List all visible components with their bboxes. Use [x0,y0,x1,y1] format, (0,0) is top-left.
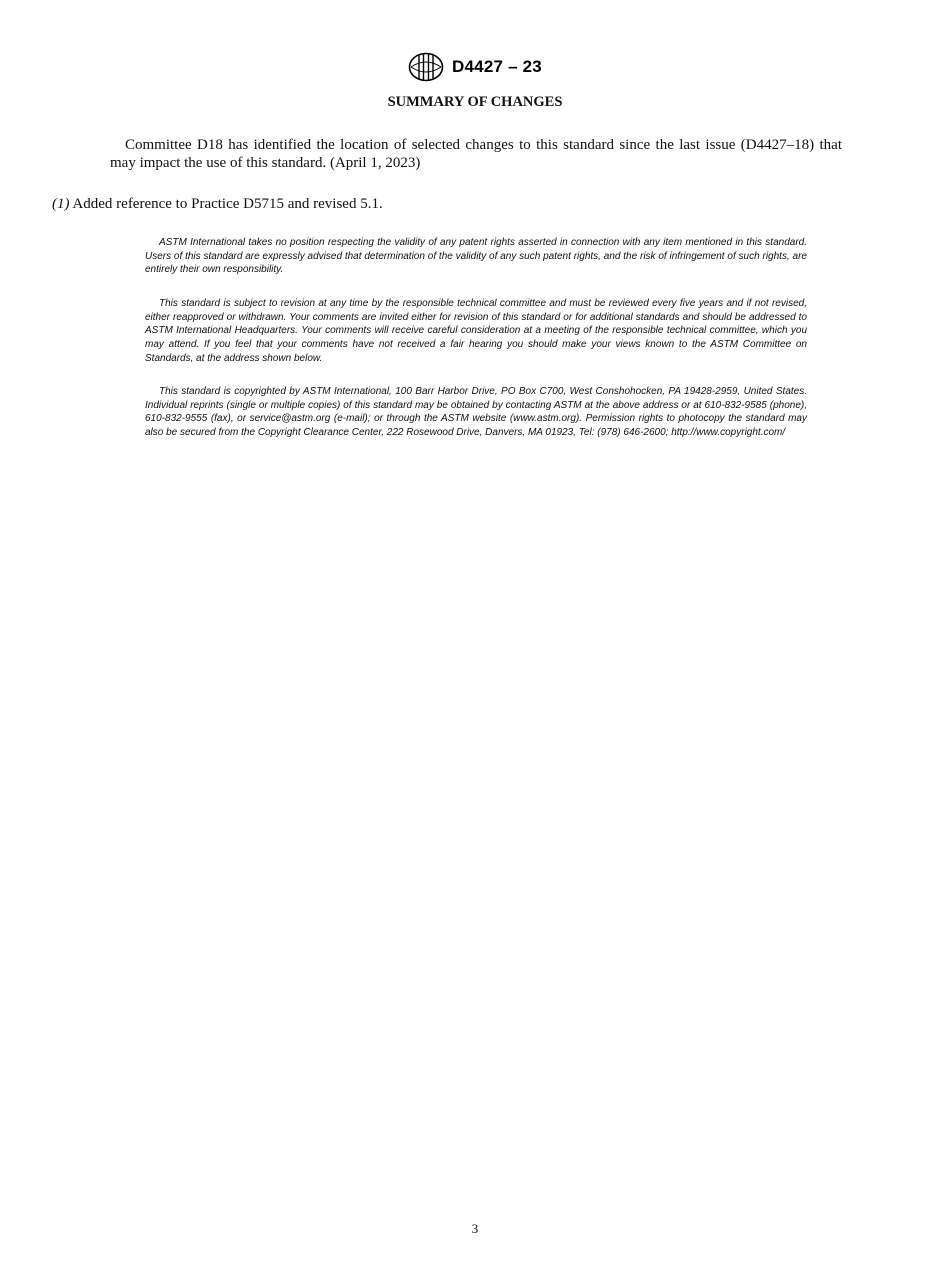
revision-notice: This standard is subject to revision at any time by the responsible technical committee and must be reviewed every five years and if not revised, either reapproved or withdrawn. Your comments are invited either for revision of this standard or for additional standards and should be addressed to ASTM International Headquarters. Your comments will receive careful consideration at a meeting of the responsible technical committee, which you may attend. If you feel that your comments have not received a fair hearing you should make your views known to the ASTM Committee on Standards, at the address shown below. [145,298,807,364]
page-number: 3 [471,1221,479,1236]
page-header [0,52,950,82]
copyright-notice: This standard is copyrighted by ASTM International, 100 Barr Harbor Drive, PO Box C700, West Conshohocken, PA 19428-2959, United States. Individual reprints (single or multiple copies) of this standard may be obtained by contacting ASTM at the above address or at 610-832-9585 (phone), 610-832-9555 (fax), or service@astm.org (e-mail); or through the ASTM website (www.astm.org). Permission rights to photocopy the standard may also be secured from the Copyright Clearance Center, 222 Rosewood Drive, Danvers, MA 01923, Tel: (978) 646-2600; http://www.copyright.com/ [145,386,807,439]
change-item-text: Added reference to Practice D5715 and revised 5.1. [69,196,383,212]
intro-paragraph: Committee D18 has identified the location of selected changes to this standard since the last issue (D4427–18) that may impact the use of this standard. (April 1, 2023) [110,137,842,171]
change-item [52,195,852,213]
section-title: SUMMARY OF CHANGES [387,94,563,110]
standard-designation: D4427 – 23 [452,57,542,76]
patent-notice: ASTM International takes no position respecting the validity of any patent rights asserted in connection with any item mentioned in this standard. Users of this standard are expressly advised that determination of the validity of any such patent rights, and the risk of infringement of such rights, are entirely their own responsibility. [145,237,807,276]
astm-logo-icon [408,52,444,82]
change-item-number: (1) [52,196,70,212]
